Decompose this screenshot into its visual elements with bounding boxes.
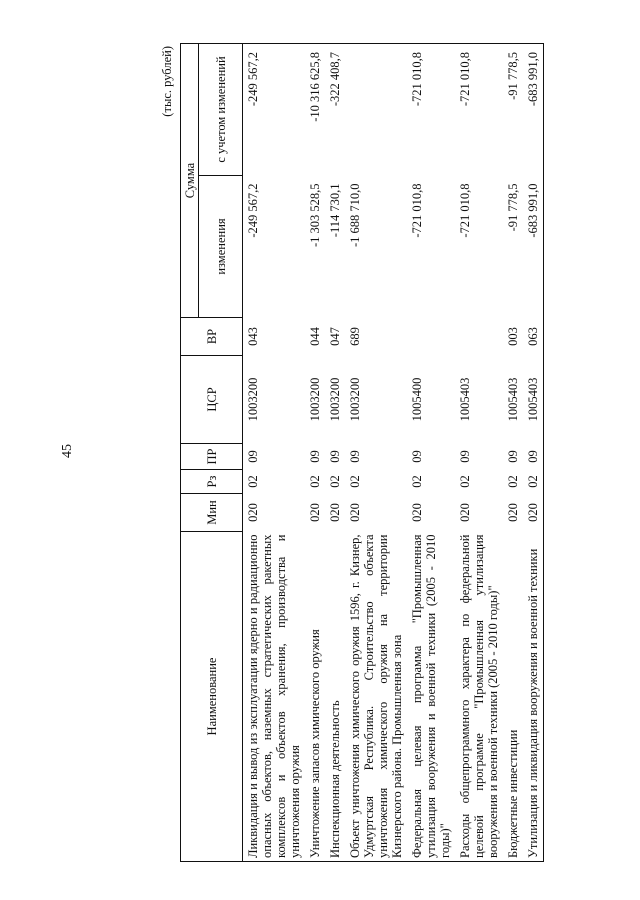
row-vr: 044 — [308, 327, 322, 346]
row-pr: 09 — [458, 450, 472, 463]
row-total: -721 010,8 — [407, 44, 455, 176]
row-vr: 047 — [328, 327, 342, 346]
row-rz: 02 — [246, 475, 260, 488]
row-pr: 09 — [348, 450, 362, 463]
table-row — [503, 44, 523, 862]
row-pr: 09 — [246, 450, 260, 463]
row-pr: 09 — [523, 444, 544, 470]
row-name: Ликвидация и вывод из эксплуатации ядерно и радиационно опасных объектов, наземных стратегических ракетных комплексов и объектов хранения, производства и уничтожения оружия — [243, 532, 306, 862]
row-total: -322 408,7 — [325, 44, 345, 176]
row-total: -249 567,2 — [243, 44, 306, 176]
row-vr: 063 — [523, 318, 544, 356]
row-total: -721 010,8 — [455, 44, 503, 176]
row-min: 020 — [458, 503, 472, 522]
row-change: -114 730,1 — [328, 183, 342, 238]
row-vr: 003 — [506, 327, 520, 346]
row-min: 020 — [410, 503, 424, 522]
row-vr: 689 — [348, 327, 362, 346]
row-min: 020 — [523, 494, 544, 532]
table-row — [523, 44, 544, 862]
header-rz: Рз — [181, 470, 243, 494]
row-pr: 09 — [410, 450, 424, 463]
header-csr: ЦСР — [181, 356, 243, 444]
row-vr: 043 — [246, 327, 260, 346]
table-row — [305, 44, 325, 862]
row-change: -721 010,8 — [410, 183, 424, 238]
header-min: Мин — [181, 494, 243, 532]
header-vr: ВР — [181, 318, 243, 356]
row-total — [345, 44, 407, 176]
row-change: -1 303 528,5 — [308, 183, 322, 248]
header-change: изменения — [199, 176, 243, 318]
row-csr: 1003200 — [348, 377, 362, 422]
row-csr: 1005400 — [410, 377, 424, 422]
row-total: -683 991,0 — [523, 44, 544, 176]
budget-table — [180, 43, 544, 862]
table-row — [325, 44, 345, 862]
row-vr — [455, 318, 503, 356]
row-name: Федеральная целевая программа "Промышленная утилизация вооружения и военной техники (2005 - 2010 годы)" — [407, 532, 455, 862]
header-sum: Сумма — [181, 44, 199, 318]
row-pr: 09 — [308, 450, 322, 463]
row-name: Расходы общепрограммного характера по федеральной целевой программе "Промышленная утилизация вооружения и военной техники (2005 - 2010 годы)" — [455, 532, 503, 862]
row-total: -91 778,5 — [503, 44, 523, 176]
row-name: Объект уничтожения химического оружия 1596, г. Кизнер, Удмуртская Республика. Строительство объекта уничтожения химического оружия на территории Кизнерского района. Промышленная зона — [345, 532, 407, 862]
row-pr: 09 — [328, 450, 342, 463]
row-rz: 02 — [328, 475, 342, 488]
row-csr: 1003200 — [308, 377, 322, 422]
row-name: Утилизация и ликвидация вооружения и военной техники — [523, 532, 544, 862]
row-pr: 09 — [506, 450, 520, 463]
row-change: -721 010,8 — [458, 183, 472, 238]
row-csr: 1005403 — [523, 356, 544, 444]
row-change: -1 688 710,0 — [348, 183, 362, 248]
table-body — [243, 44, 544, 862]
rotated-page-content — [160, 44, 550, 862]
page-number: 45 — [60, 444, 75, 458]
table-header — [181, 44, 243, 862]
header-pr: ПР — [181, 444, 243, 470]
header-with-changes: с учетом изменений — [199, 44, 243, 176]
row-rz: 02 — [308, 475, 322, 488]
row-name: Уничтожение запасов химического оружия — [305, 532, 325, 862]
row-change: -249 567,2 — [246, 183, 260, 238]
row-rz: 02 — [348, 475, 362, 488]
table-row — [345, 44, 407, 862]
units-note: (тыс. рублей) — [160, 46, 174, 117]
row-rz: 02 — [523, 470, 544, 494]
table-row — [455, 44, 503, 862]
row-change: -683 991,0 — [523, 176, 544, 318]
row-rz: 02 — [410, 475, 424, 488]
row-total: -10 316 625,8 — [305, 44, 325, 176]
row-min: 020 — [506, 503, 520, 522]
row-min: 020 — [328, 503, 342, 522]
row-min: 020 — [348, 503, 362, 522]
header-name: Наименование — [181, 532, 243, 862]
row-vr — [407, 318, 455, 356]
row-csr: 1005403 — [458, 377, 472, 422]
row-name: Инспекционная деятельность — [325, 532, 345, 862]
table-row — [407, 44, 455, 862]
row-min: 020 — [246, 503, 260, 522]
row-min: 020 — [308, 503, 322, 522]
row-csr: 1003200 — [246, 377, 260, 422]
row-change: -91 778,5 — [506, 183, 520, 232]
row-csr: 1003200 — [328, 377, 342, 422]
row-csr: 1005403 — [506, 377, 520, 422]
table-row — [243, 44, 306, 862]
row-name: Бюджетные инвестиции — [503, 532, 523, 862]
row-rz: 02 — [458, 475, 472, 488]
row-rz: 02 — [506, 475, 520, 488]
